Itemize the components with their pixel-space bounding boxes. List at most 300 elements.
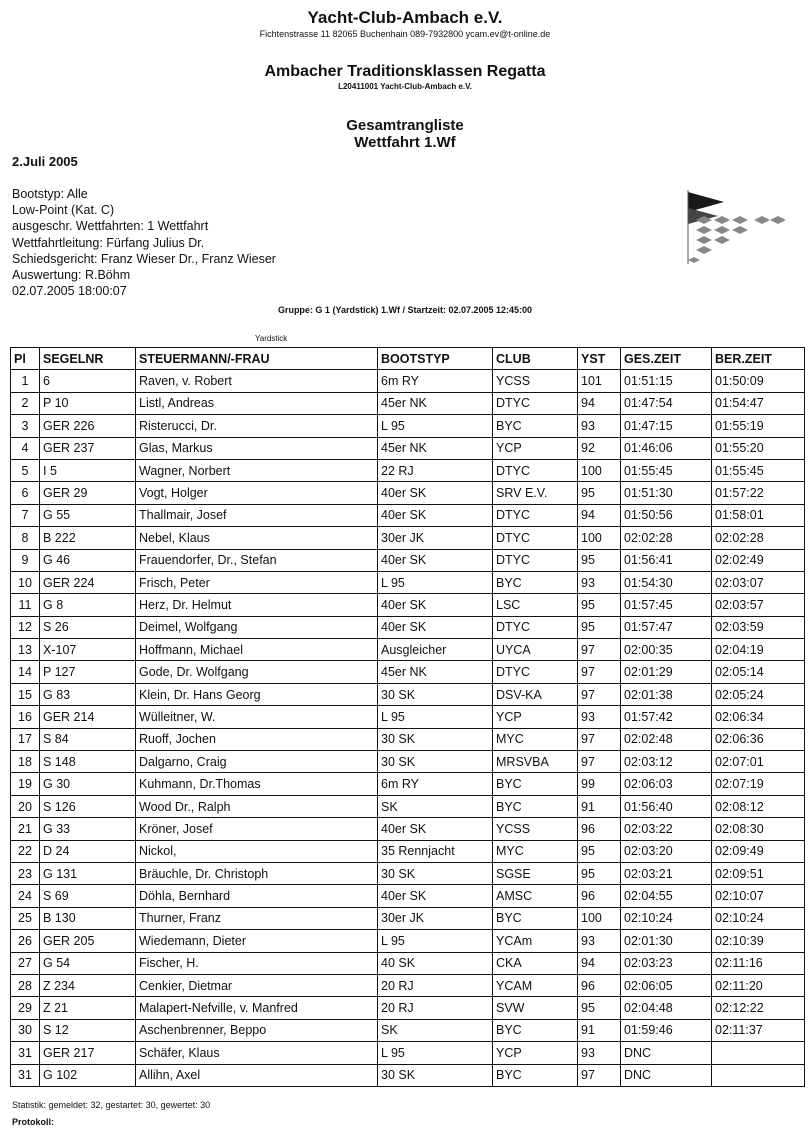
boat-type-cell: 20 RJ xyxy=(378,997,493,1019)
club-flag-logo-icon xyxy=(684,186,786,266)
place-cell: 26 xyxy=(11,930,40,952)
elapsed-time-cell: 01:57:42 xyxy=(621,706,712,728)
column-header: Pl xyxy=(11,348,40,370)
yardstick-cell: 97 xyxy=(578,1064,621,1086)
regatta-name: Ambacher Traditionsklassen Regatta xyxy=(264,63,546,80)
club-cell: BYC xyxy=(493,907,578,929)
yardstick-cell: 94 xyxy=(578,952,621,974)
list-title xyxy=(0,117,810,151)
corrected-time-cell: 02:04:19 xyxy=(712,639,805,661)
helmsman-cell: Kröner, Josef xyxy=(136,818,378,840)
corrected-time-cell: 01:54:47 xyxy=(712,392,805,414)
boat-type-cell: 40er SK xyxy=(378,504,493,526)
yardstick-cell: 95 xyxy=(578,616,621,638)
place-cell: 4 xyxy=(11,437,40,459)
sail-number-cell: I 5 xyxy=(40,459,136,481)
corrected-time-cell: 01:55:19 xyxy=(712,415,805,437)
info-line: ausgeschr. Wettfahrten: 1 Wettfahrt xyxy=(12,219,209,234)
table-row xyxy=(11,616,805,638)
corrected-time-cell: 02:02:49 xyxy=(712,549,805,571)
place-cell: 18 xyxy=(11,751,40,773)
helmsman-cell: Döhla, Bernhard xyxy=(136,885,378,907)
corrected-time-cell: 02:05:14 xyxy=(712,661,805,683)
results-body xyxy=(11,370,805,1087)
info-line: Bootstyp: Alle xyxy=(12,187,88,201)
helmsman-cell: Cenkier, Dietmar xyxy=(136,974,378,996)
elapsed-time-cell: 01:47:54 xyxy=(621,392,712,414)
elapsed-time-cell: 01:59:46 xyxy=(621,1019,712,1041)
club-cell: YCAm xyxy=(493,930,578,952)
sail-number-cell: D 24 xyxy=(40,840,136,862)
club-cell: SVW xyxy=(493,997,578,1019)
helmsman-cell: Kuhmann, Dr.Thomas xyxy=(136,773,378,795)
sail-number-cell: S 12 xyxy=(40,1019,136,1041)
sail-number-cell: GER 29 xyxy=(40,482,136,504)
club-cell: YCP xyxy=(493,437,578,459)
sail-number-cell: GER 224 xyxy=(40,571,136,593)
sail-number-cell: G 33 xyxy=(40,818,136,840)
club-cell: BYC xyxy=(493,1019,578,1041)
table-row xyxy=(11,415,805,437)
sail-number-cell: GER 214 xyxy=(40,706,136,728)
club-cell: MYC xyxy=(493,728,578,750)
yardstick-label: Yardstick xyxy=(255,334,288,343)
table-row xyxy=(11,997,805,1019)
corrected-time-cell: 02:03:57 xyxy=(712,594,805,616)
place-cell: 5 xyxy=(11,459,40,481)
yardstick-cell: 100 xyxy=(578,527,621,549)
place-cell: 30 xyxy=(11,1019,40,1041)
elapsed-time-cell: 01:56:41 xyxy=(621,549,712,571)
info-line: Schiedsgericht: Franz Wieser Dr., Franz Wieser xyxy=(12,251,276,266)
yardstick-cell: 97 xyxy=(578,683,621,705)
boat-type-cell: Ausgleicher xyxy=(378,639,493,661)
corrected-time-cell: 02:07:01 xyxy=(712,751,805,773)
helmsman-cell: Thallmair, Josef xyxy=(136,504,378,526)
yardstick-cell: 93 xyxy=(578,706,621,728)
sail-number-cell: GER 237 xyxy=(40,437,136,459)
corrected-time-cell: 02:12:22 xyxy=(712,997,805,1019)
table-row xyxy=(11,1019,805,1041)
corrected-time-cell: 02:06:36 xyxy=(712,728,805,750)
club-cell: DTYC xyxy=(493,616,578,638)
elapsed-time-cell: 02:03:22 xyxy=(621,818,712,840)
boat-type-cell: 30er JK xyxy=(378,527,493,549)
table-header-row xyxy=(11,348,805,370)
club-cell: YCP xyxy=(493,1042,578,1064)
column-header: BOOTSTYP xyxy=(378,348,493,370)
elapsed-time-cell: 01:47:15 xyxy=(621,415,712,437)
table-row xyxy=(11,907,805,929)
table-row xyxy=(11,661,805,683)
column-header: STEUERMANN/-FRAU xyxy=(136,348,378,370)
corrected-time-cell: 02:10:24 xyxy=(712,907,805,929)
corrected-time-cell: 01:58:01 xyxy=(712,504,805,526)
yardstick-cell: 97 xyxy=(578,661,621,683)
boat-type-cell: SK xyxy=(378,1019,493,1041)
place-cell: 6 xyxy=(11,482,40,504)
club-cell: YCAM xyxy=(493,974,578,996)
boat-type-cell: 40er SK xyxy=(378,549,493,571)
boat-type-cell: 35 Rennjacht xyxy=(378,840,493,862)
corrected-time-cell: 02:08:12 xyxy=(712,795,805,817)
yardstick-cell: 97 xyxy=(578,728,621,750)
club-cell: CKA xyxy=(493,952,578,974)
sail-number-cell: GER 217 xyxy=(40,1042,136,1064)
club-cell: SRV E.V. xyxy=(493,482,578,504)
boat-type-cell: 40 SK xyxy=(378,952,493,974)
helmsman-cell: Hoffmann, Michael xyxy=(136,639,378,661)
helmsman-cell: Risterucci, Dr. xyxy=(136,415,378,437)
elapsed-time-cell: 02:01:38 xyxy=(621,683,712,705)
place-cell: 21 xyxy=(11,818,40,840)
info-line: 02.07.2005 18:00:07 xyxy=(12,284,127,299)
sail-number-cell: Z 234 xyxy=(40,974,136,996)
helmsman-cell: Wiedemann, Dieter xyxy=(136,930,378,952)
helmsman-cell: Bräuchle, Dr. Christoph xyxy=(136,862,378,884)
helmsman-cell: Wagner, Norbert xyxy=(136,459,378,481)
elapsed-time-cell: DNC xyxy=(621,1064,712,1086)
place-cell: 11 xyxy=(11,594,40,616)
corrected-time-cell: 02:07:19 xyxy=(712,773,805,795)
yardstick-cell: 99 xyxy=(578,773,621,795)
place-cell: 14 xyxy=(11,661,40,683)
place-cell: 25 xyxy=(11,907,40,929)
boat-type-cell: 45er NK xyxy=(378,661,493,683)
table-row xyxy=(11,818,805,840)
helmsman-cell: Nebel, Klaus xyxy=(136,527,378,549)
elapsed-time-cell: 02:06:05 xyxy=(621,974,712,996)
club-cell: DTYC xyxy=(493,661,578,683)
corrected-time-cell: 02:08:30 xyxy=(712,818,805,840)
elapsed-time-cell: 02:06:03 xyxy=(621,773,712,795)
table-row xyxy=(11,862,805,884)
sail-number-cell: G 55 xyxy=(40,504,136,526)
sail-number-cell: G 46 xyxy=(40,549,136,571)
elapsed-time-cell: 01:55:45 xyxy=(621,459,712,481)
club-cell: MRSVBA xyxy=(493,751,578,773)
sail-number-cell: GER 205 xyxy=(40,930,136,952)
elapsed-time-cell: 02:01:29 xyxy=(621,661,712,683)
table-row xyxy=(11,795,805,817)
corrected-time-cell: 02:11:37 xyxy=(712,1019,805,1041)
sail-number-cell: G 54 xyxy=(40,952,136,974)
sail-number-cell: G 131 xyxy=(40,862,136,884)
table-row xyxy=(11,1064,805,1086)
corrected-time-cell xyxy=(712,1042,805,1064)
corrected-time-cell: 02:10:07 xyxy=(712,885,805,907)
table-row xyxy=(11,728,805,750)
yardstick-cell: 93 xyxy=(578,930,621,952)
place-cell: 8 xyxy=(11,527,40,549)
yardstick-cell: 97 xyxy=(578,639,621,661)
elapsed-time-cell: 02:03:20 xyxy=(621,840,712,862)
place-cell: 22 xyxy=(11,840,40,862)
column-header: BER.ZEIT xyxy=(712,348,805,370)
table-row xyxy=(11,482,805,504)
table-row xyxy=(11,370,805,392)
elapsed-time-cell: 02:00:35 xyxy=(621,639,712,661)
club-cell: DTYC xyxy=(493,459,578,481)
corrected-time-cell: 02:09:51 xyxy=(712,862,805,884)
helmsman-cell: Schäfer, Klaus xyxy=(136,1042,378,1064)
info-line: Auswertung: R.Böhm xyxy=(12,268,131,283)
place-cell: 28 xyxy=(11,974,40,996)
place-cell: 13 xyxy=(11,639,40,661)
sail-number-cell: 6 xyxy=(40,370,136,392)
helmsman-cell: Nickol, xyxy=(136,840,378,862)
table-row xyxy=(11,1042,805,1064)
elapsed-time-cell: 02:02:48 xyxy=(621,728,712,750)
helmsman-cell: Aschenbrenner, Beppo xyxy=(136,1019,378,1041)
elapsed-time-cell: 02:01:30 xyxy=(621,930,712,952)
sail-number-cell: P 127 xyxy=(40,661,136,683)
club-cell: DTYC xyxy=(493,392,578,414)
yardstick-cell: 94 xyxy=(578,504,621,526)
place-cell: 23 xyxy=(11,862,40,884)
boat-type-cell: 30 SK xyxy=(378,683,493,705)
sail-number-cell: X-107 xyxy=(40,639,136,661)
boat-type-cell: 40er SK xyxy=(378,594,493,616)
yardstick-cell: 91 xyxy=(578,795,621,817)
yardstick-cell: 92 xyxy=(578,437,621,459)
table-row xyxy=(11,885,805,907)
table-row xyxy=(11,974,805,996)
sail-number-cell: S 126 xyxy=(40,795,136,817)
club-cell: MYC xyxy=(493,840,578,862)
sail-number-cell: S 26 xyxy=(40,616,136,638)
corrected-time-cell: 01:55:45 xyxy=(712,459,805,481)
place-cell: 24 xyxy=(11,885,40,907)
helmsman-cell: Allihn, Axel xyxy=(136,1064,378,1086)
yardstick-cell: 96 xyxy=(578,818,621,840)
corrected-time-cell: 02:05:24 xyxy=(712,683,805,705)
club-address: Fichtenstrasse 11 82065 Buchenhain 089-7932800 ycam.ev@t-online.de xyxy=(259,29,551,39)
list-title-text: Gesamtrangliste xyxy=(346,117,464,134)
place-cell: 17 xyxy=(11,728,40,750)
sail-number-cell: P 10 xyxy=(40,392,136,414)
sail-number-cell: B 222 xyxy=(40,527,136,549)
club-cell: YCP xyxy=(493,706,578,728)
helmsman-cell: Deimel, Wolfgang xyxy=(136,616,378,638)
elapsed-time-cell: 01:54:30 xyxy=(621,571,712,593)
club-cell: BYC xyxy=(493,571,578,593)
club-name: Yacht-Club-Ambach e.V. xyxy=(307,8,503,27)
place-cell: 31 xyxy=(11,1064,40,1086)
yardstick-cell: 95 xyxy=(578,862,621,884)
corrected-time-cell: 02:09:49 xyxy=(712,840,805,862)
yardstick-cell: 95 xyxy=(578,482,621,504)
elapsed-time-cell: 01:50:56 xyxy=(621,504,712,526)
table-row xyxy=(11,594,805,616)
yardstick-cell: 91 xyxy=(578,1019,621,1041)
corrected-time-cell: 01:50:09 xyxy=(712,370,805,392)
table-row xyxy=(11,683,805,705)
club-cell: DTYC xyxy=(493,549,578,571)
elapsed-time-cell: 01:51:15 xyxy=(621,370,712,392)
place-cell: 31 xyxy=(11,1042,40,1064)
boat-type-cell: 30 SK xyxy=(378,1064,493,1086)
boat-type-cell: 30er JK xyxy=(378,907,493,929)
helmsman-cell: Wood Dr., Ralph xyxy=(136,795,378,817)
table-row xyxy=(11,571,805,593)
club-cell: YCSS xyxy=(493,370,578,392)
helmsman-cell: Frisch, Peter xyxy=(136,571,378,593)
statistics-line: Statistik: gemeldet: 32, gestartet: 30, gewertet: 30 xyxy=(12,1100,211,1110)
elapsed-time-cell: 02:10:24 xyxy=(621,907,712,929)
corrected-time-cell: 02:11:20 xyxy=(712,974,805,996)
helmsman-cell: Gode, Dr. Wolfgang xyxy=(136,661,378,683)
helmsman-cell: Herz, Dr. Helmut xyxy=(136,594,378,616)
yardstick-cell: 93 xyxy=(578,571,621,593)
place-cell: 12 xyxy=(11,616,40,638)
boat-type-cell: L 95 xyxy=(378,1042,493,1064)
table-row xyxy=(11,392,805,414)
protocol-label: Protokoll: xyxy=(12,1117,54,1127)
corrected-time-cell: 02:03:59 xyxy=(712,616,805,638)
club-cell: DTYC xyxy=(493,527,578,549)
club-cell: UYCA xyxy=(493,639,578,661)
column-header: SEGELNR xyxy=(40,348,136,370)
corrected-time-cell: 02:06:34 xyxy=(712,706,805,728)
table-row xyxy=(11,952,805,974)
boat-type-cell: 30 SK xyxy=(378,862,493,884)
elapsed-time-cell: 02:04:55 xyxy=(621,885,712,907)
club-cell: DTYC xyxy=(493,504,578,526)
column-header: GES.ZEIT xyxy=(621,348,712,370)
place-cell: 7 xyxy=(11,504,40,526)
boat-type-cell: 40er SK xyxy=(378,616,493,638)
helmsman-cell: Vogt, Holger xyxy=(136,482,378,504)
club-cell: BYC xyxy=(493,795,578,817)
corrected-time-cell: 02:10:39 xyxy=(712,930,805,952)
info-block xyxy=(12,186,276,299)
elapsed-time-cell: 02:03:23 xyxy=(621,952,712,974)
boat-type-cell: SK xyxy=(378,795,493,817)
table-row xyxy=(11,549,805,571)
yardstick-cell: 94 xyxy=(578,392,621,414)
helmsman-cell: Thurner, Franz xyxy=(136,907,378,929)
sail-number-cell: G 83 xyxy=(40,683,136,705)
yardstick-cell: 101 xyxy=(578,370,621,392)
table-row xyxy=(11,751,805,773)
yardstick-cell: 100 xyxy=(578,907,621,929)
table-row xyxy=(11,437,805,459)
place-cell: 9 xyxy=(11,549,40,571)
elapsed-time-cell: 01:57:45 xyxy=(621,594,712,616)
regatta-code: L20411001 Yacht-Club-Ambach e.V. xyxy=(338,82,472,91)
boat-type-cell: 40er SK xyxy=(378,482,493,504)
place-cell: 27 xyxy=(11,952,40,974)
boat-type-cell: L 95 xyxy=(378,930,493,952)
boat-type-cell: 30 SK xyxy=(378,751,493,773)
race-title: Wettfahrt 1.Wf xyxy=(354,134,456,151)
sail-number-cell: G 102 xyxy=(40,1064,136,1086)
elapsed-time-cell: DNC xyxy=(621,1042,712,1064)
yardstick-cell: 93 xyxy=(578,1042,621,1064)
table-row xyxy=(11,930,805,952)
club-cell: LSC xyxy=(493,594,578,616)
boat-type-cell: 30 SK xyxy=(378,728,493,750)
sail-number-cell: G 30 xyxy=(40,773,136,795)
table-row xyxy=(11,527,805,549)
table-row xyxy=(11,504,805,526)
elapsed-time-cell: 02:03:12 xyxy=(621,751,712,773)
place-cell: 2 xyxy=(11,392,40,414)
column-header: CLUB xyxy=(493,348,578,370)
elapsed-time-cell: 01:57:47 xyxy=(621,616,712,638)
club-cell: BYC xyxy=(493,773,578,795)
yardstick-cell: 95 xyxy=(578,594,621,616)
elapsed-time-cell: 02:03:21 xyxy=(621,862,712,884)
group-line: Gruppe: G 1 (Yardstick) 1.Wf / Startzeit: 02.07.2005 12:45:00 xyxy=(277,305,533,315)
boat-type-cell: 40er SK xyxy=(378,885,493,907)
table-row xyxy=(11,840,805,862)
sail-number-cell: Z 21 xyxy=(40,997,136,1019)
place-cell: 1 xyxy=(11,370,40,392)
regatta-date: 2.Juli 2005 xyxy=(12,154,78,169)
boat-type-cell: L 95 xyxy=(378,571,493,593)
boat-type-cell: L 95 xyxy=(378,706,493,728)
results-table xyxy=(10,347,805,1087)
helmsman-cell: Frauendorfer, Dr., Stefan xyxy=(136,549,378,571)
boat-type-cell: 45er NK xyxy=(378,437,493,459)
helmsman-cell: Wülleitner, W. xyxy=(136,706,378,728)
boat-type-cell: 40er SK xyxy=(378,818,493,840)
club-cell: BYC xyxy=(493,1064,578,1086)
helmsman-cell: Fischer, H. xyxy=(136,952,378,974)
club-cell: SGSE xyxy=(493,862,578,884)
helmsman-cell: Malapert-Nefville, v. Manfred xyxy=(136,997,378,1019)
sail-number-cell: GER 226 xyxy=(40,415,136,437)
helmsman-cell: Ruoff, Jochen xyxy=(136,728,378,750)
helmsman-cell: Raven, v. Robert xyxy=(136,370,378,392)
place-cell: 19 xyxy=(11,773,40,795)
place-cell: 20 xyxy=(11,795,40,817)
boat-type-cell: 20 RJ xyxy=(378,974,493,996)
place-cell: 29 xyxy=(11,997,40,1019)
corrected-time-cell: 02:02:28 xyxy=(712,527,805,549)
elapsed-time-cell: 01:56:40 xyxy=(621,795,712,817)
club-cell: BYC xyxy=(493,415,578,437)
table-row xyxy=(11,639,805,661)
boat-type-cell: 45er NK xyxy=(378,392,493,414)
yardstick-cell: 96 xyxy=(578,974,621,996)
table-row xyxy=(11,459,805,481)
helmsman-cell: Glas, Markus xyxy=(136,437,378,459)
boat-type-cell: 6m RY xyxy=(378,370,493,392)
table-row xyxy=(11,706,805,728)
yardstick-cell: 95 xyxy=(578,549,621,571)
elapsed-time-cell: 01:46:06 xyxy=(621,437,712,459)
info-line: Wettfahrtleitung: Fürfang Julius Dr. xyxy=(12,235,205,250)
boat-type-cell: 6m RY xyxy=(378,773,493,795)
sail-number-cell: S 148 xyxy=(40,751,136,773)
sail-number-cell: S 69 xyxy=(40,885,136,907)
boat-type-cell: 22 RJ xyxy=(378,459,493,481)
club-cell: YCSS xyxy=(493,818,578,840)
yardstick-cell: 95 xyxy=(578,840,621,862)
column-header: YST xyxy=(578,348,621,370)
corrected-time-cell xyxy=(712,1064,805,1086)
sail-number-cell: G 8 xyxy=(40,594,136,616)
corrected-time-cell: 01:55:20 xyxy=(712,437,805,459)
yardstick-cell: 96 xyxy=(578,885,621,907)
boat-type-cell: L 95 xyxy=(378,415,493,437)
club-cell: DSV-KA xyxy=(493,683,578,705)
corrected-time-cell: 01:57:22 xyxy=(712,482,805,504)
club-cell: AMSC xyxy=(493,885,578,907)
